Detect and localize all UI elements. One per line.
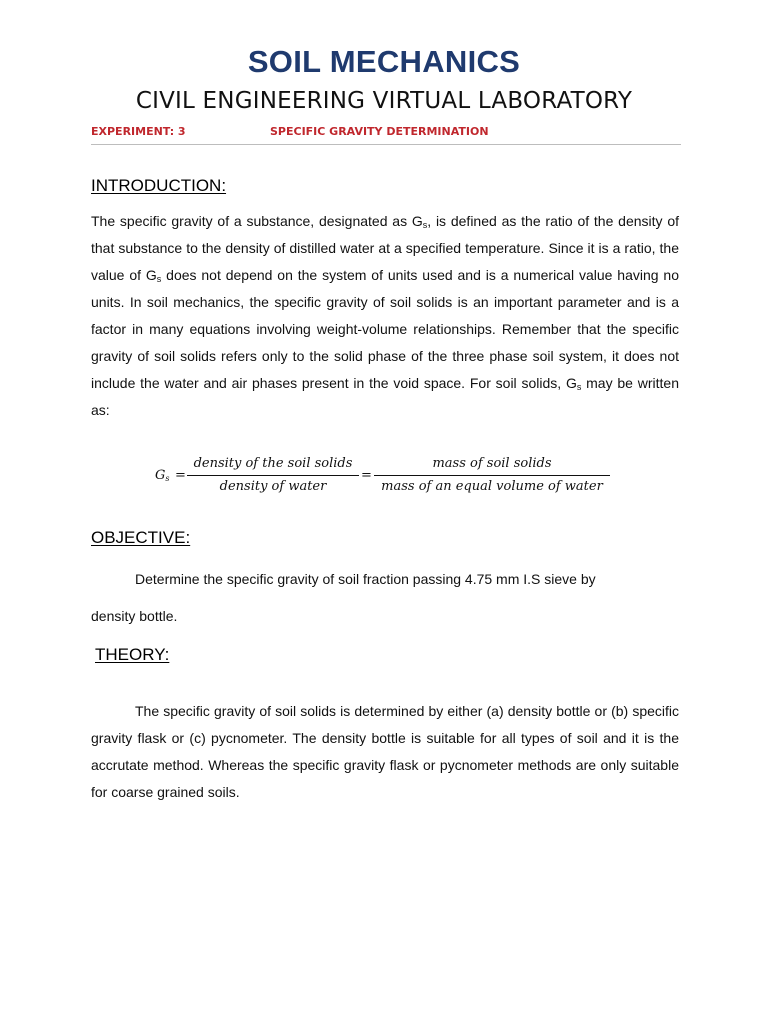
intro-text-2: , is defined as the ratio of the density of that substance to the density of distilled water at a specified temperature. Since it is a ratio, the value of G	[91, 213, 680, 283]
objective-line-2: density bottle.	[91, 608, 178, 624]
formula-fraction-density	[187, 454, 359, 497]
document-subtitle: CIVIL ENGINEERING VIRTUAL LABORATORY	[135, 88, 633, 114]
experiment-label: EXPERIMENT: 3	[91, 125, 186, 138]
document-title: SOIL MECHANICS	[247, 44, 521, 79]
theory-heading: THEORY:	[95, 645, 170, 664]
fraction-bar	[187, 475, 359, 476]
formula-denominator-2: mass of an equal volume of water	[381, 479, 603, 494]
formula-lhs-subscript: s	[165, 474, 170, 483]
introduction-heading: INTRODUCTION:	[91, 176, 227, 195]
intro-text-1: The specific gravity of a substance, designated as G	[91, 213, 423, 229]
subscript-s: s	[156, 274, 162, 284]
formula-fraction-mass	[374, 454, 610, 497]
formula-equals-2: =	[361, 468, 372, 483]
formula-lhs: $G_s$	[155, 468, 170, 483]
formula-numerator-2: mass of soil solids	[432, 456, 552, 471]
theory-paragraph	[91, 698, 679, 806]
fraction-bar	[374, 475, 610, 476]
objective-line-1	[91, 566, 679, 593]
theory-text: The specific gravity of soil solids is determined by either (a) density bottle or (b) specific gravity flask or (c) pycnometer. The density bottle is suitable for all types of soil and it is the accrutate method. Whereas the specific gravity flask or pycnometer methods are only suitable for coarse grained soils.	[91, 703, 679, 800]
intro-text-4: may be written as:	[91, 375, 679, 418]
formula-equals-1: =	[175, 468, 186, 483]
objective-heading: OBJECTIVE:	[91, 528, 191, 547]
specific-gravity-formula	[150, 452, 620, 502]
formula-numerator-1: density of the soil solids	[193, 456, 353, 471]
header-divider	[91, 144, 681, 145]
experiment-row	[91, 125, 681, 143]
experiment-name: SPECIFIC GRAVITY DETERMINATION	[270, 125, 489, 138]
subscript-s: s	[422, 220, 428, 230]
formula-denominator-1: density of water	[219, 479, 327, 494]
introduction-paragraph	[91, 208, 679, 424]
objective-text-1: Determine the specific gravity of soil fraction passing 4.75 mm I.S sieve by	[135, 571, 596, 587]
intro-text-3: does not depend on the system of units used and is a numerical value having no units. In soil mechanics, the specific gravity of soil solids is an important parameter and is a factor in many equations involving weight-volume relationships. Remember that the specific gravity of soil solids refers only to the solid phase of the three phase soil system, it does not include the water and air phases present in the void space. For soil solids, G	[91, 267, 679, 391]
subscript-s: s	[576, 382, 582, 392]
